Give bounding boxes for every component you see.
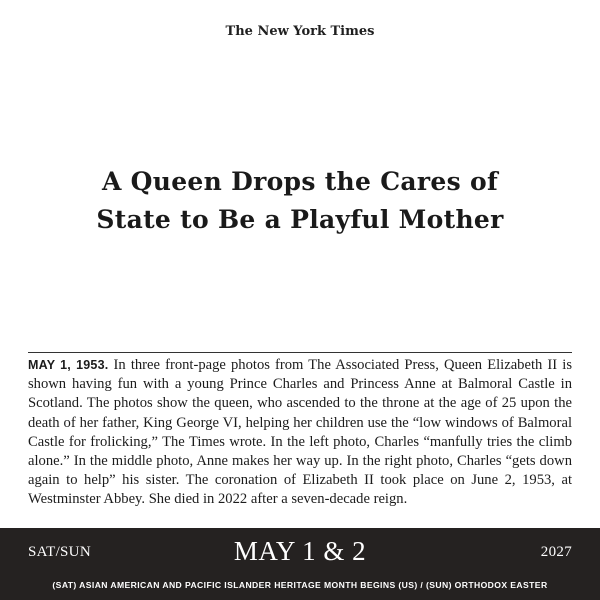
- headline: [0, 163, 600, 239]
- date-footer: [0, 528, 600, 600]
- masthead-logo: The New York Times: [225, 24, 375, 39]
- footer-year: 2027: [540, 544, 572, 560]
- footer-date: MAY 1 & 2: [233, 536, 367, 566]
- headline-line-1: A Queen Drops the Cares of: [101, 167, 499, 196]
- article-dateline: MAY 1, 1953.: [28, 358, 114, 372]
- headline-line-2: State to Be a Playful Mother: [96, 205, 504, 234]
- footer-holidays: (SAT) ASIAN AMERICAN AND PACIFIC ISLANDER HERITAGE MONTH BEGINS (US) / (SUN) ORTHODOX EASTER: [52, 580, 548, 590]
- article-text: In three front-page photos from The Associated Press, Queen Elizabeth II is shown having fun with a young Prince Charles and Princess Anne at Balmoral Castle in Scotland. The photos show the queen, who ascended to the throne at the age of 25 upon the death of her father, King George VI, helping her children use the “low windows of Balmoral Castle for frolicking,” The Times wrote. In the left photo, Charles “manfully tries the climb alone.” In the middle photo, Anne makes her way up. In the right photo, Charles “gets down again to help” his sister. The coronation of Elizabeth II took place on June 2, 1953, at Westminster Abbey. She died in 2022 after a seven-decade reign.: [28, 357, 572, 508]
- footer-day: SAT/SUN: [28, 544, 91, 560]
- divider-rule: [28, 352, 572, 353]
- article-body: [28, 356, 572, 510]
